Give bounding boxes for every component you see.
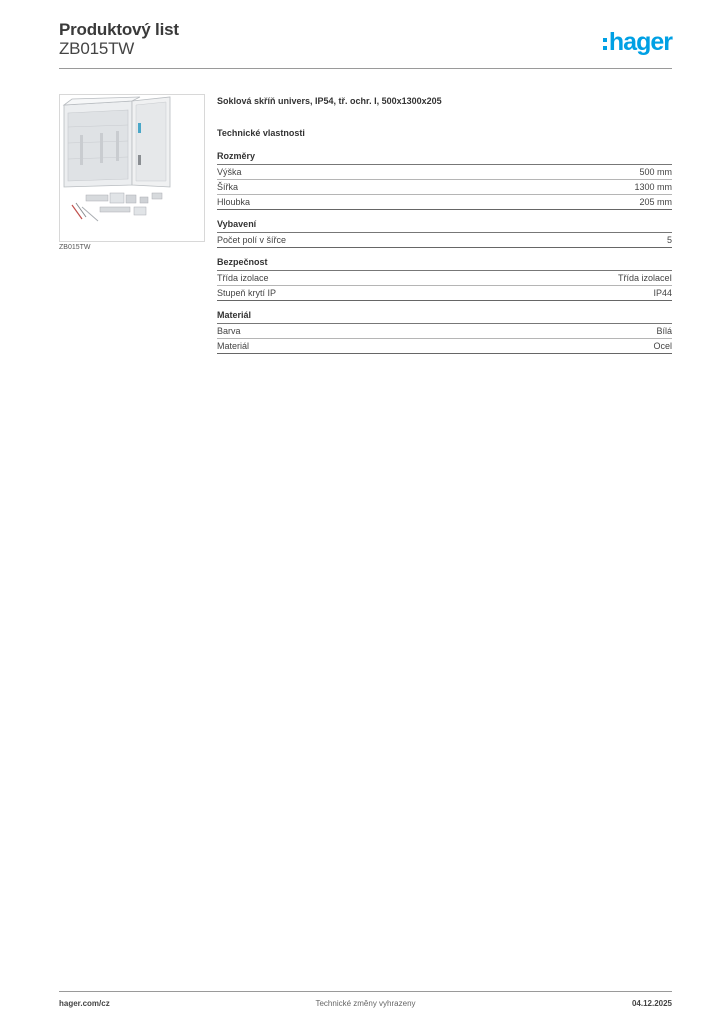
property-row [217, 339, 672, 354]
footer-note: Technické změny vyhrazeny [315, 999, 416, 1008]
property-value: Ocel [653, 341, 672, 351]
group-title: Materiál [217, 310, 672, 324]
group-dimensions [217, 151, 672, 210]
image-caption: ZB015TW [59, 244, 91, 251]
property-label: Materiál [217, 341, 250, 351]
property-row [217, 324, 672, 339]
technical-properties-heading: Technické vlastnosti [217, 128, 305, 138]
group-title: Rozměry [217, 151, 672, 165]
property-row [217, 195, 672, 210]
property-value: 5 [666, 235, 672, 245]
hager-logo [603, 29, 672, 55]
property-label: Barva [217, 326, 241, 336]
property-label: Třída izolace [217, 273, 269, 283]
group-equipment [217, 219, 672, 248]
property-row [217, 286, 672, 301]
website-link[interactable]: hager.com/cz [59, 999, 110, 1008]
property-label: Výška [217, 167, 242, 177]
property-value: 500 mm [639, 167, 672, 177]
cabinet-illustration [60, 95, 204, 241]
group-title: Bezpečnost [217, 257, 672, 271]
footer-date: 04.12.2025 [631, 999, 672, 1008]
footer-divider [59, 991, 672, 992]
product-image [59, 94, 205, 242]
property-value: 1300 mm [634, 182, 672, 192]
property-row [217, 165, 672, 180]
property-row [217, 233, 672, 248]
logo-wordmark: hager [608, 27, 672, 56]
property-row [217, 271, 672, 286]
document-title: Produktový list [59, 20, 179, 39]
property-row [217, 180, 672, 195]
property-label: Šířka [217, 182, 239, 192]
group-safety [217, 257, 672, 301]
property-value: Třída izolaceI [617, 273, 672, 283]
product-details [217, 96, 672, 354]
page-footer [59, 999, 672, 1011]
property-label: Hloubka [217, 197, 251, 207]
logo-dots-icon [603, 38, 607, 50]
property-label: Stupeň krytí IP [217, 288, 277, 298]
property-value: IP44 [653, 288, 672, 298]
product-code: ZB015TW [59, 39, 135, 58]
header-divider [59, 68, 672, 69]
property-value: Bílá [656, 326, 672, 336]
group-material [217, 310, 672, 354]
page-header [59, 20, 672, 70]
product-name: Soklová skříň univers, IP54, tř. ochr. I, 500x1300x205 [217, 96, 442, 106]
group-title: Vybavení [217, 219, 672, 233]
property-value: 205 mm [639, 197, 672, 207]
property-label: Počet polí v šířce [217, 235, 287, 245]
